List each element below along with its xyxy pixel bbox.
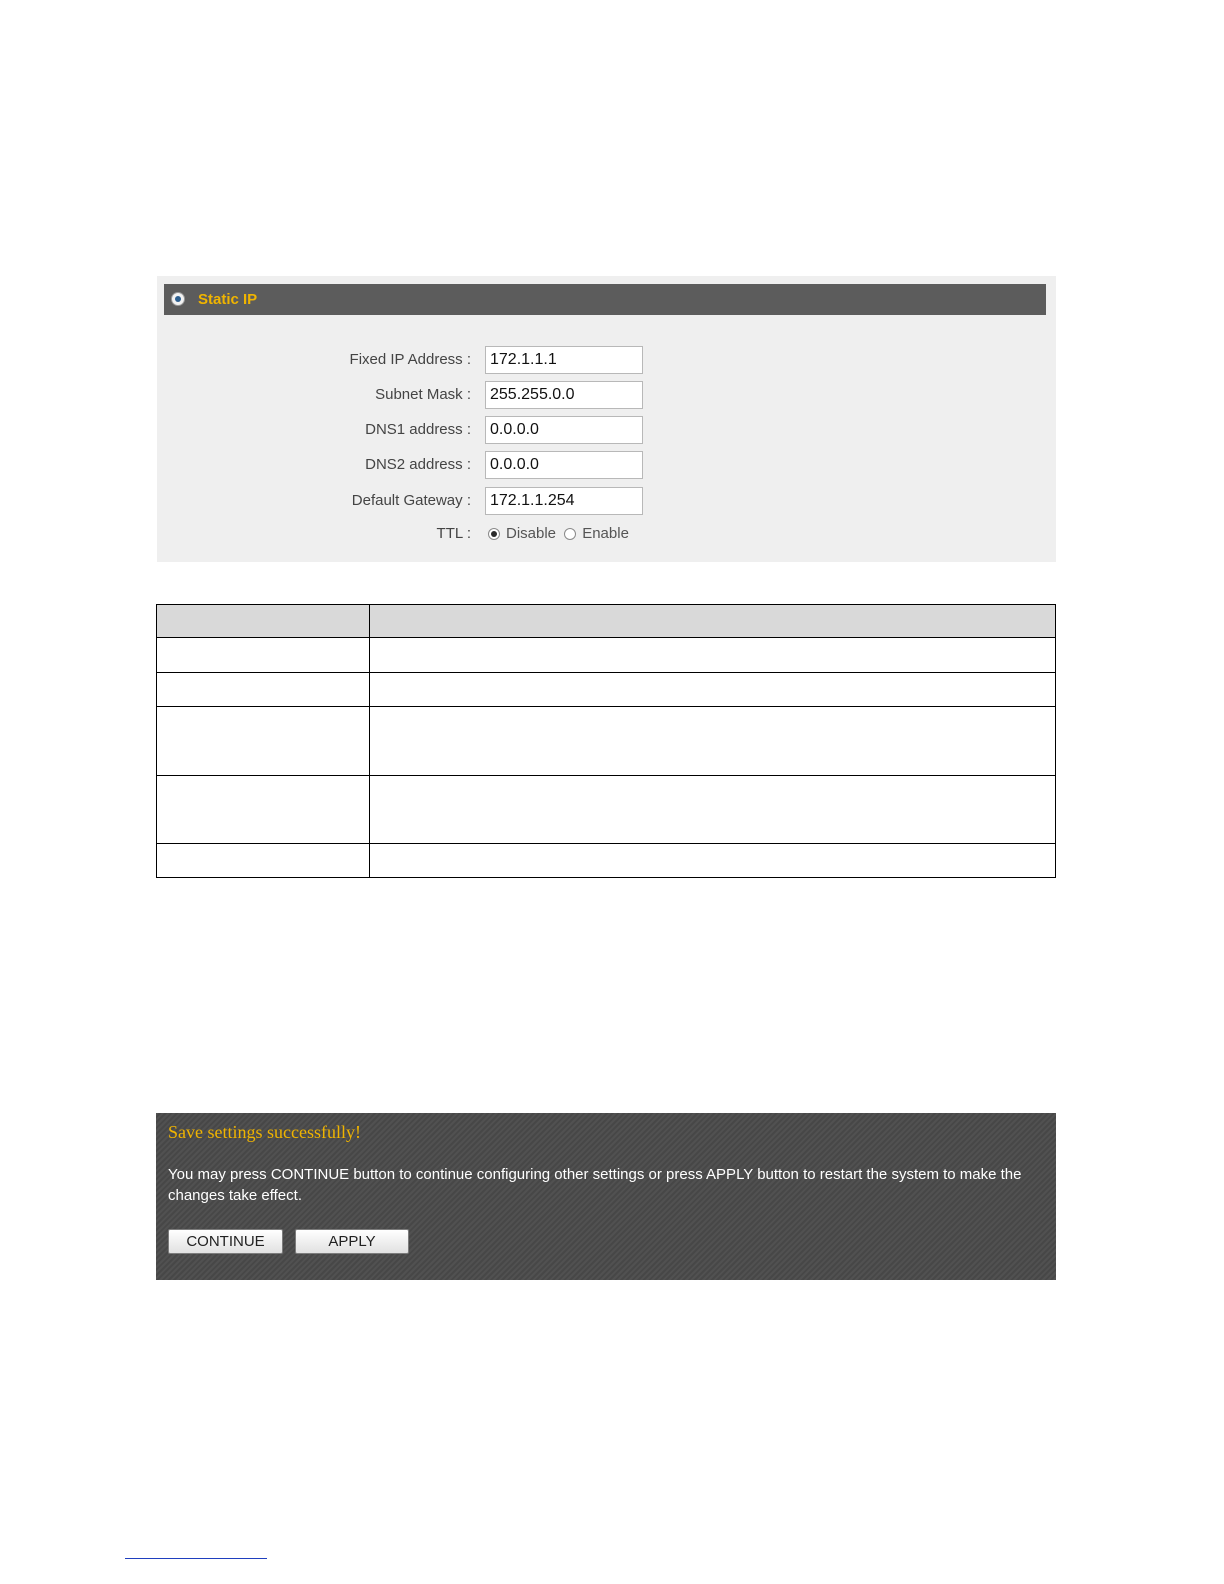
table-row: [157, 638, 1056, 673]
table-header-row: [157, 605, 1056, 638]
default-gateway-row: [157, 487, 1056, 515]
dns2-label: DNS2 address :: [365, 456, 471, 473]
subnet-mask-input[interactable]: [485, 381, 643, 409]
ttl-enable-option[interactable]: [564, 525, 629, 542]
dns1-label: DNS1 address :: [365, 421, 471, 438]
ttl-row: [157, 522, 1056, 550]
save-settings-message: You may press CONTINUE button to continue configuring other settings or press APPLY button to restart the system to make the changes take effect.: [168, 1166, 1022, 1204]
table-cell: [157, 673, 370, 707]
static-ip-radio[interactable]: [171, 292, 185, 306]
table-cell: [157, 843, 370, 877]
table-header-cell: [157, 605, 370, 638]
fixed-ip-input[interactable]: [485, 346, 643, 374]
fixed-ip-row: [157, 346, 1056, 374]
ttl-options: [488, 525, 633, 544]
table-cell: [157, 707, 370, 775]
default-gateway-label: Default Gateway :: [351, 492, 471, 509]
description-table: [156, 604, 1056, 878]
table-row: [157, 673, 1056, 707]
subnet-mask-row: [157, 381, 1056, 409]
static-ip-title: Static IP: [198, 291, 258, 308]
table-cell: [370, 638, 1056, 673]
ttl-enable-label: Enable: [582, 525, 629, 542]
table-cell: [157, 775, 370, 843]
save-settings-dialog: [156, 1113, 1056, 1280]
dns1-row: [157, 416, 1056, 444]
continue-button[interactable]: CONTINUE: [168, 1229, 283, 1254]
ttl-label: TTL :: [436, 525, 471, 542]
table-cell: [370, 707, 1056, 775]
static-ip-header: [164, 284, 1046, 315]
table-row: [157, 707, 1056, 775]
table-row: [157, 775, 1056, 843]
table-header-cell: [370, 605, 1056, 638]
fixed-ip-label: Fixed IP Address :: [349, 351, 471, 368]
apply-button[interactable]: APPLY: [295, 1229, 409, 1254]
save-settings-title: Save settings successfully!: [168, 1122, 361, 1142]
table-cell: [370, 843, 1056, 877]
subnet-mask-label: Subnet Mask :: [375, 386, 471, 403]
ttl-enable-radio[interactable]: [564, 528, 576, 540]
dns2-row: [157, 451, 1056, 479]
ttl-disable-label: Disable: [506, 525, 557, 542]
ttl-disable-option[interactable]: [488, 525, 556, 542]
ttl-disable-radio[interactable]: [488, 528, 500, 540]
table-cell: [157, 638, 370, 673]
default-gateway-input[interactable]: [485, 487, 643, 515]
table-cell: [370, 673, 1056, 707]
dns1-input[interactable]: [485, 416, 643, 444]
table-row: [157, 843, 1056, 877]
footnote-divider: [125, 1558, 267, 1559]
table-cell: [370, 775, 1056, 843]
static-ip-panel: [157, 276, 1056, 562]
dns2-input[interactable]: [485, 451, 643, 479]
